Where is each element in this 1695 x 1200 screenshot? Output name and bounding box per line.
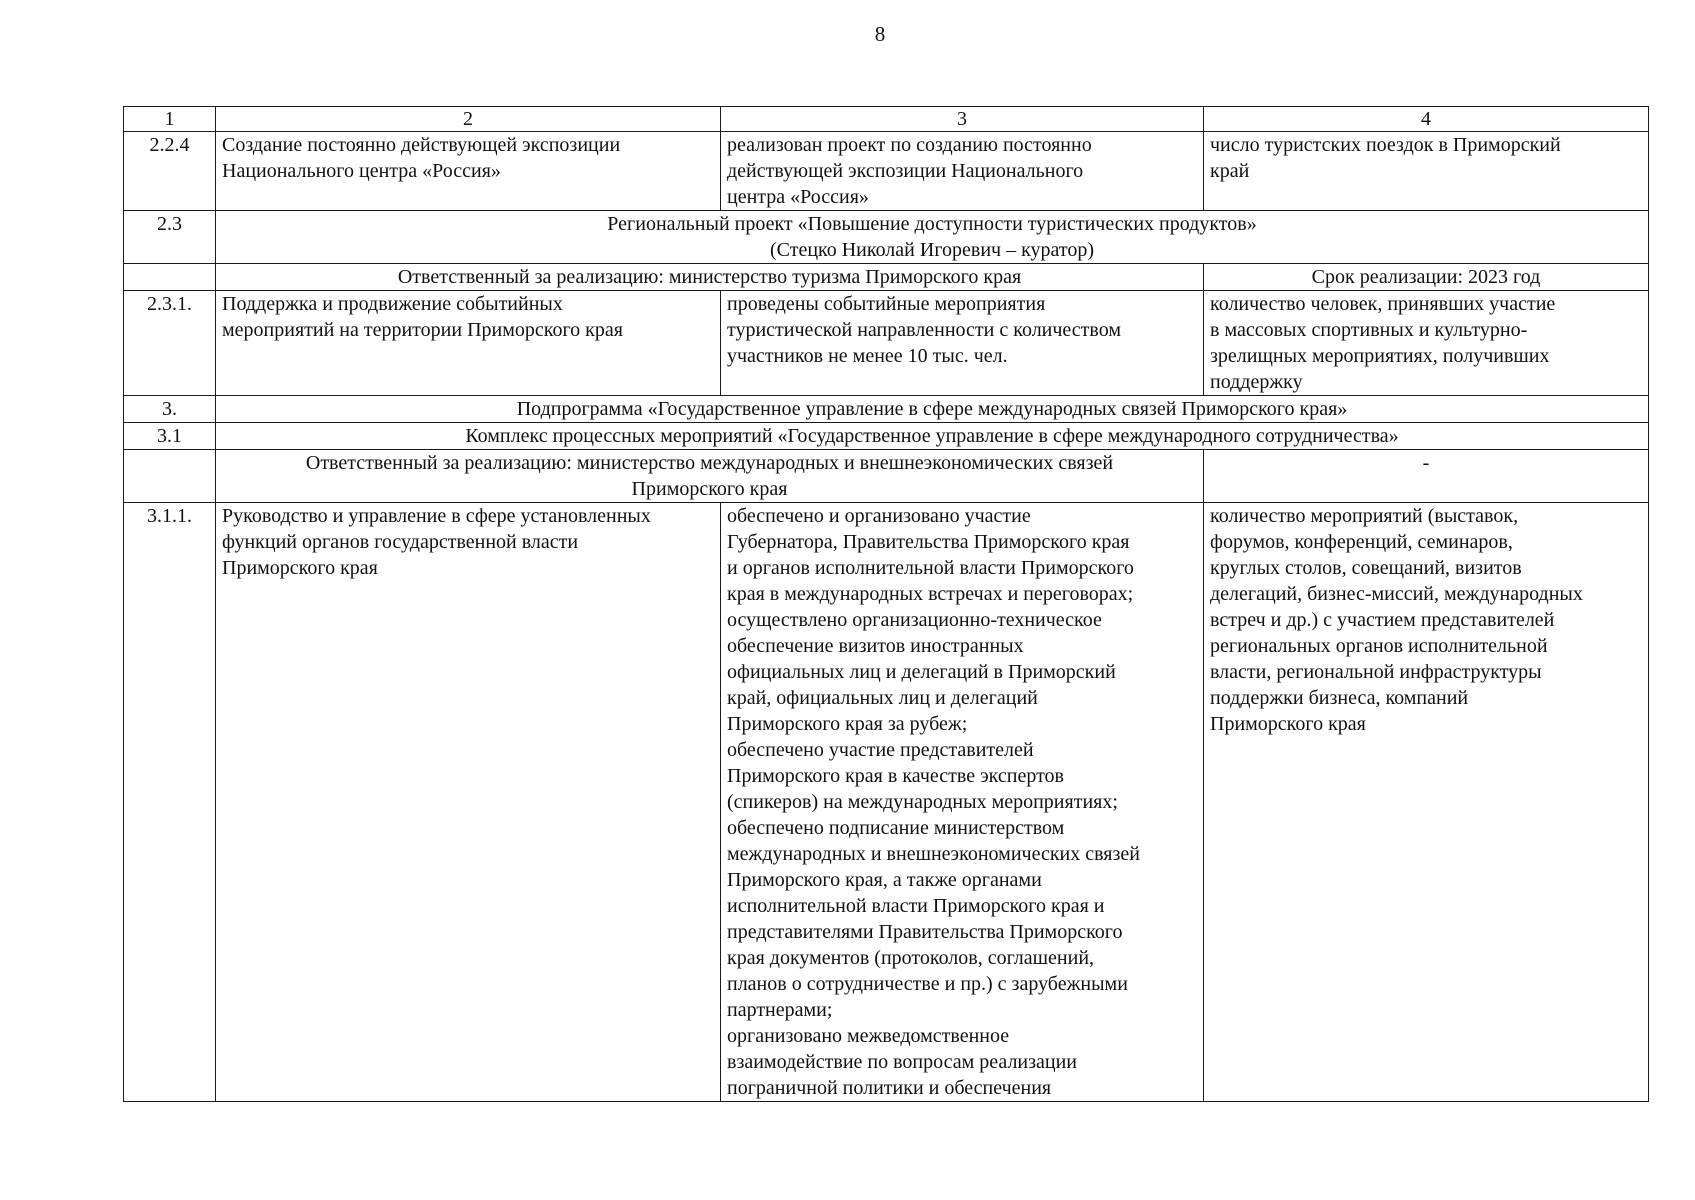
text-line: Приморского края (222, 557, 378, 579)
subprogram-title (216, 396, 1649, 423)
text-line: Руководство и управление в сфере установленных (222, 505, 651, 527)
table-row-2-3-1 (124, 291, 1649, 396)
text-line: Приморского края за рубеж; (727, 713, 968, 735)
text-line: действующей экспозиции Национального (727, 160, 1084, 182)
section-row-3 (124, 396, 1649, 423)
header-cell-1: 1 (124, 107, 216, 132)
text-line: делегаций, бизнес-миссий, международных (1210, 583, 1583, 605)
text-line: региональных органов исполнительной (1210, 635, 1548, 657)
text-line: круглых столов, совещаний, визитов (1210, 557, 1522, 579)
text-line: Региональный проект «Повышение доступности туристических продуктов» (607, 213, 1257, 235)
responsible-executor (216, 450, 1204, 503)
expected-result (721, 503, 1204, 1102)
text-line: функций органов государственной власти (222, 531, 579, 553)
empty-cell (124, 264, 216, 291)
text-line: осуществлено организационно-техническое (727, 609, 1102, 631)
text-line: обеспечение визитов иностранных (727, 635, 1024, 657)
text-line: (Стецко Николай Игоревич – куратор) (769, 239, 1095, 261)
column-numbers-row (124, 107, 1649, 132)
text-line: в массовых спортивных и культурно- (1210, 319, 1528, 341)
section-number: 3. (124, 396, 216, 423)
text-line: международных и внешнеэкономических связей (727, 843, 1140, 865)
table-row-3-1-1 (124, 503, 1649, 1102)
text-line: исполнительной власти Приморского края и (727, 895, 1105, 917)
text-line: Национального центра «Россия» (222, 160, 501, 182)
text-line: края документов (протоколов, соглашений, (727, 947, 1095, 969)
program-table (123, 106, 1649, 1102)
implementation-term: - (1204, 450, 1649, 503)
section-row-2-3 (124, 211, 1649, 264)
header-cell-4: 4 (1204, 107, 1649, 132)
text-line: Приморского края, а также органами (727, 869, 1042, 891)
text-line: обеспечено участие представителей (727, 739, 1034, 761)
expected-result (721, 132, 1204, 211)
text-line: Приморского края (1210, 713, 1366, 735)
text-line: мероприятий на территории Приморского края (222, 319, 623, 341)
text-line: Создание постоянно действующей экспозиции (222, 134, 621, 156)
text-line: (спикеров) на международных мероприятиях; (727, 791, 1118, 813)
row-number: 3.1.1. (124, 503, 216, 1102)
text-line: количество человек, принявших участие (1210, 293, 1556, 315)
text-line: партнерами; (727, 999, 833, 1021)
text-line: проведены событийные мероприятия (727, 293, 1046, 315)
text-line: участников не менее 10 тыс. чел. (727, 345, 1008, 367)
empty-cell (124, 450, 216, 503)
row-number: 2.2.4 (124, 132, 216, 211)
text-line: край (1210, 160, 1250, 182)
header-cell-2: 2 (216, 107, 721, 132)
indicator (1204, 132, 1649, 211)
text-line: власти, региональной инфраструктуры (1210, 661, 1542, 683)
indicator (1204, 291, 1649, 396)
text-line: Комплекс процессных мероприятий «Государственное управление в сфере международного сотрудничества» (465, 425, 1399, 447)
text-line: Ответственный за реализацию: министерство международных и внешнеэкономических связей (305, 452, 1114, 474)
text-line: туристической направленности с количеством (727, 319, 1122, 341)
text-line: обеспечено и организовано участие (727, 505, 1031, 527)
text-line: зрелищных мероприятиях, получивших (1210, 345, 1550, 367)
responsible-row-3-1 (124, 450, 1649, 503)
text-line: поддержку (1210, 371, 1303, 393)
complex-title (216, 423, 1649, 450)
text-line: пограничной политики и обеспечения (727, 1077, 1052, 1099)
text-line: обеспечено подписание министерством (727, 817, 1065, 839)
text-line: Приморского края (631, 478, 788, 500)
responsible-executor: Ответственный за реализацию: министерство туризма Приморского края (216, 264, 1204, 291)
text-line: встреч и др.) с участием представителей (1210, 609, 1555, 631)
text-line: Приморского края в качестве экспертов (727, 765, 1064, 787)
event-name (216, 132, 721, 211)
text-line: число туристских поездок в Приморский (1210, 134, 1561, 156)
text-line: Поддержка и продвижение событийных (222, 293, 563, 315)
text-line: края в международных встречах и переговорах; (727, 583, 1134, 605)
text-line: взаимодействие по вопросам реализации (727, 1051, 1078, 1073)
table-row-2-2-4 (124, 132, 1649, 211)
text-line: край, официальных лиц и делегаций (727, 687, 1038, 709)
text-line: форумов, конференций, семинаров, (1210, 531, 1513, 553)
expected-result (721, 291, 1204, 396)
row-number: 2.3.1. (124, 291, 216, 396)
event-name (216, 291, 721, 396)
text-line: представителями Правительства Приморского (727, 921, 1123, 943)
text-line: количество мероприятий (выставок, (1210, 505, 1519, 527)
text-line: организовано межведомственное (727, 1025, 1010, 1047)
section-title (216, 211, 1649, 264)
text-line: и органов исполнительной власти Приморского (727, 557, 1134, 579)
text-line: центра «Россия» (727, 186, 869, 208)
text-line: Подпрограмма «Государственное управление в сфере международных связей Приморского края» (516, 398, 1348, 420)
section-number: 2.3 (124, 211, 216, 264)
text-line: поддержки бизнеса, компаний (1210, 687, 1469, 709)
section-row-3-1 (124, 423, 1649, 450)
text-line: Губернатора, Правительства Приморского края (727, 531, 1130, 553)
text-line: реализован проект по созданию постоянно (727, 134, 1092, 156)
section-number: 3.1 (124, 423, 216, 450)
indicator (1204, 503, 1649, 1102)
responsible-row-2-3 (124, 264, 1649, 291)
text-line: официальных лиц и делегаций в Приморский (727, 661, 1116, 683)
implementation-term: Срок реализации: 2023 год (1204, 264, 1649, 291)
page-number: 8 (874, 22, 886, 46)
text-line: планов о сотрудничестве и пр.) с зарубежными (727, 973, 1128, 995)
event-name (216, 503, 721, 1102)
header-cell-3: 3 (721, 107, 1204, 132)
